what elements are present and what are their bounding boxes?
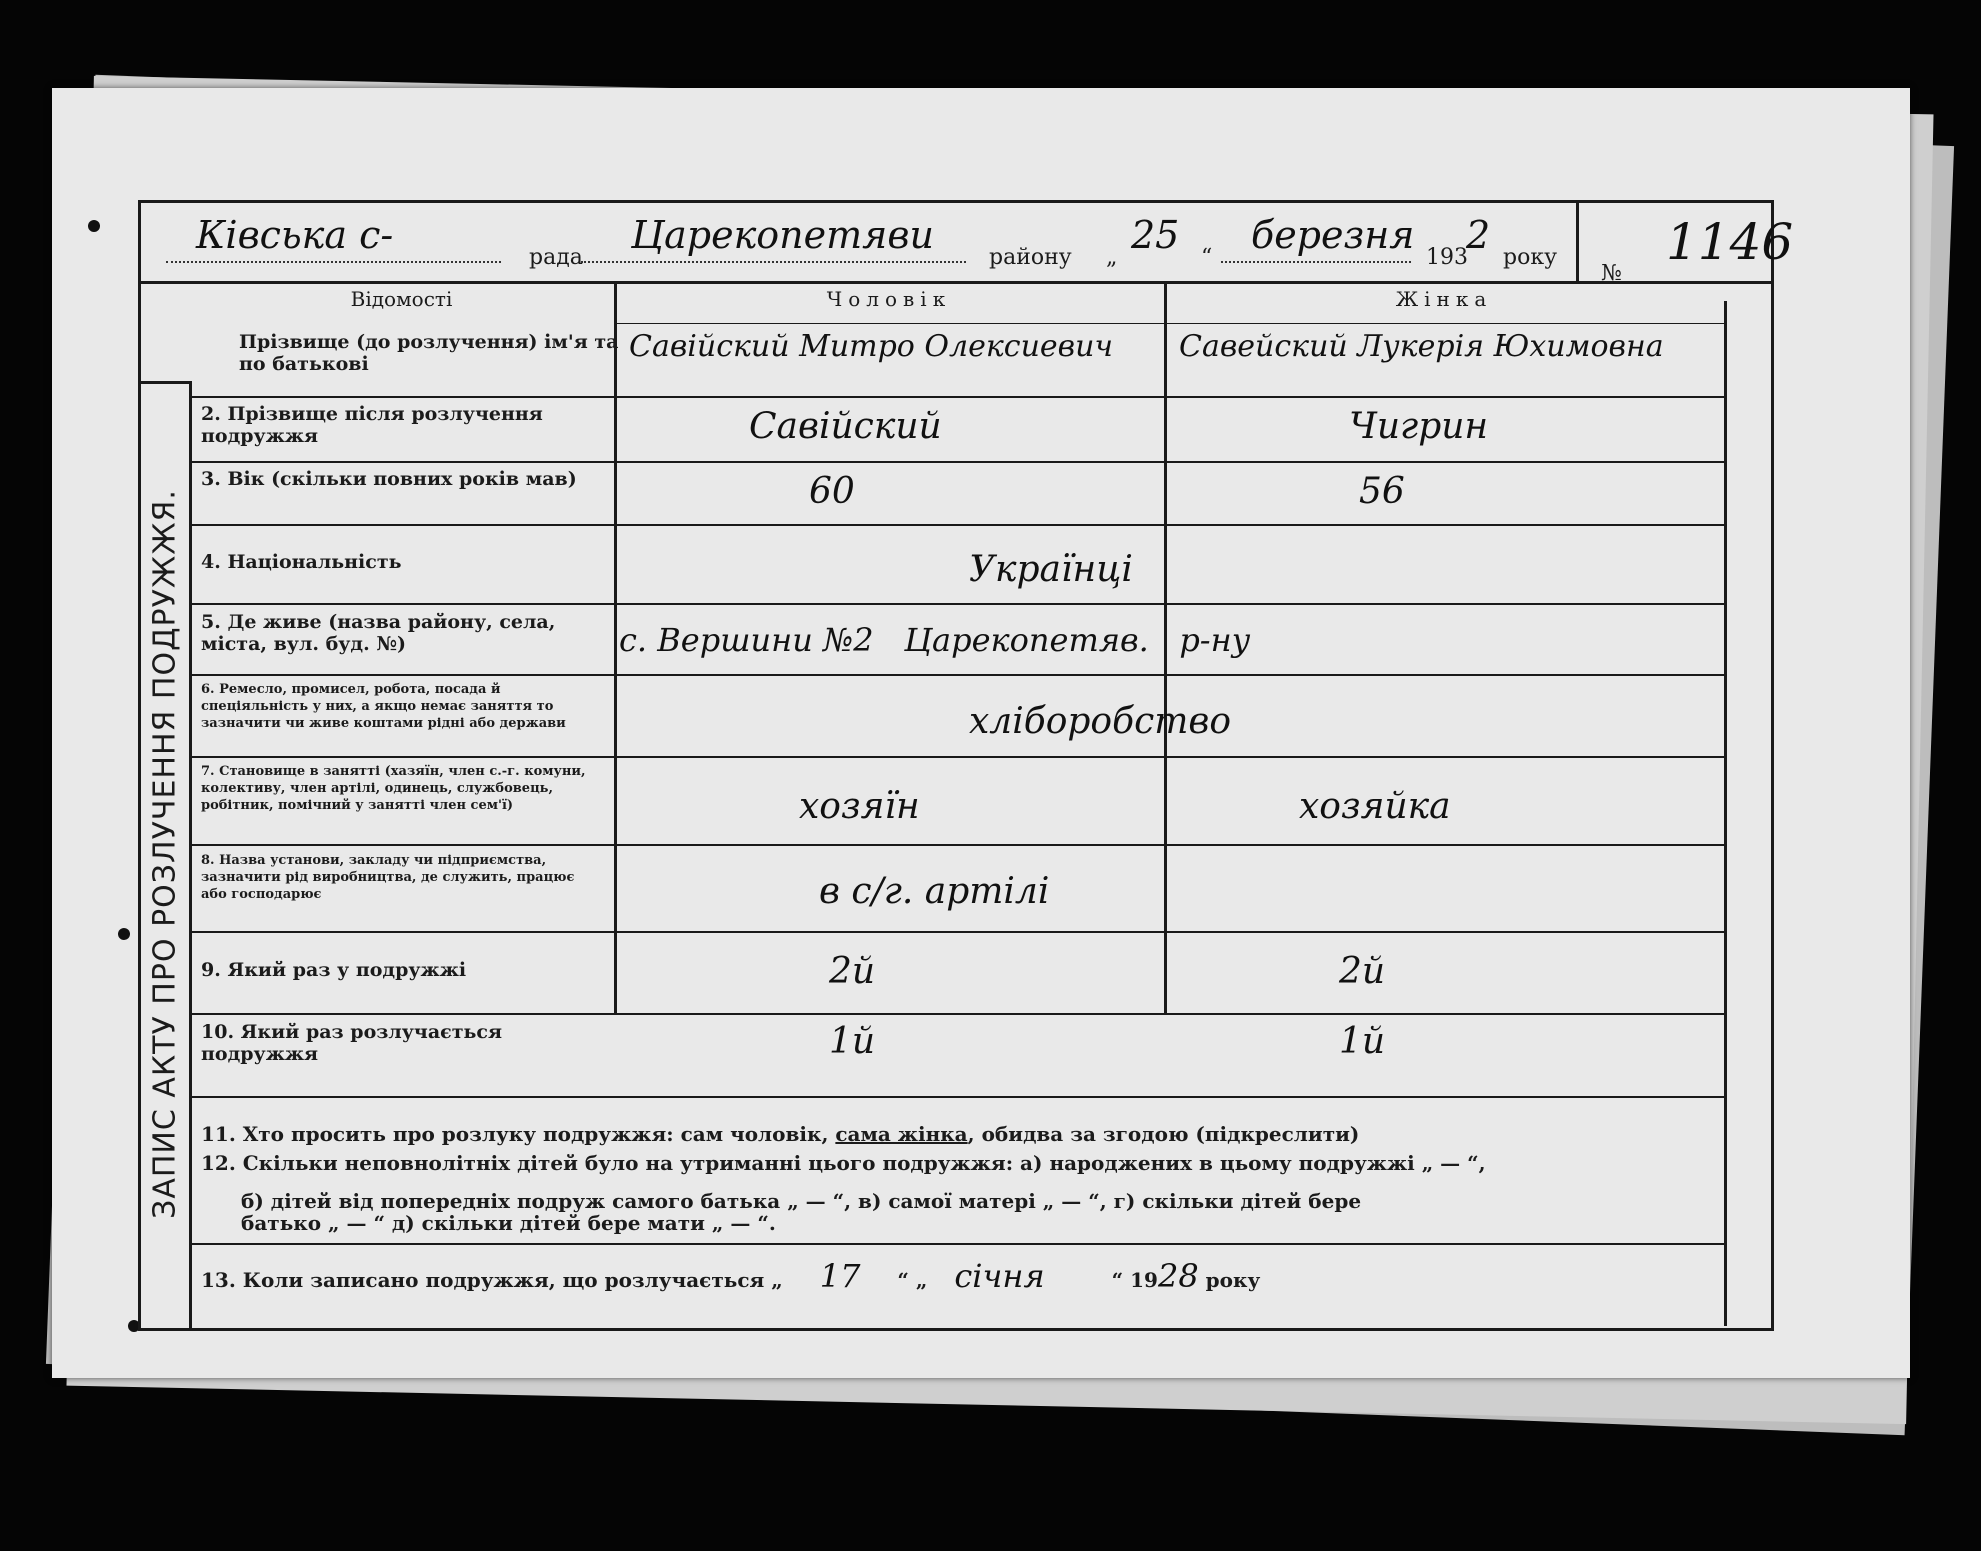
wife-status: хозяйка: [1299, 786, 1451, 827]
side-title: ЗАПИС АКТУ ПРО РОЗЛУЧЕННЯ ПОДРУЖЖЯ.: [147, 489, 183, 1219]
column-header-wife: Жінка: [1395, 287, 1493, 311]
table-right-border: [1724, 301, 1727, 1326]
row-13-year-handwritten: 28: [1157, 1257, 1199, 1295]
year-handwritten: 2: [1466, 213, 1491, 257]
row-divider: [189, 844, 1724, 846]
row-11-underlined: сама жінка: [835, 1122, 968, 1146]
dotted-line: [166, 261, 501, 263]
day-value: 25: [1131, 213, 1180, 257]
form-header: [141, 203, 1794, 286]
year-printed: 193: [1426, 245, 1468, 270]
record-table: [189, 281, 1724, 1326]
wife-surname-after: Чигрин: [1349, 406, 1489, 447]
row-11-text: 11. Хто просить про розлуку подружжя: сам чоловік,: [201, 1122, 829, 1146]
number-label: №: [1601, 261, 1622, 286]
row-13-month: січня: [954, 1257, 1045, 1295]
punch-hole: [88, 220, 100, 232]
row-label-1: Прізвище (до розлучення) ім'я та по батькові: [239, 331, 619, 375]
header-underline: [614, 323, 1724, 324]
row-divider: [189, 1243, 1724, 1245]
husband-divorce-count: 1й: [829, 1021, 876, 1062]
record-number: 1146: [1666, 213, 1794, 271]
row-label-2: 2. Прізвище після розлучення подружжя: [201, 403, 543, 447]
row-divider: [189, 461, 1724, 463]
occupation: хліборобство: [969, 701, 1232, 742]
residence: с. Вершини №2 Царекопетяв. р-ну: [619, 621, 1251, 659]
row-label-4: 4. Національність: [201, 551, 402, 573]
district-label: району: [989, 245, 1072, 270]
divorce-record-form: [138, 200, 1794, 1331]
row-label-10: 10. Який раз розлучається подружжя: [201, 1021, 502, 1065]
nationality: Українці: [969, 549, 1133, 590]
row-label-6: 6. Ремесло, промисел, робота, посада й спеціяльність у них, а якщо немає заняття то зазначити чи живе коштами рідні або держави: [201, 682, 566, 731]
row-divider: [189, 396, 1724, 398]
dotted-line: [1221, 261, 1411, 263]
row-divider: [189, 931, 1724, 933]
column-header-husband: Чоловік: [826, 287, 952, 311]
row-13-text: 13. Коли записано подружжя, що розлучається „: [201, 1268, 783, 1292]
quote-open: „: [1106, 245, 1118, 270]
row-label-8: 8. Назва установи, закладу чи підприємства, зазначити рід виробництва, де служить, працює або господарює: [201, 853, 575, 902]
district-value: Царекопетяви: [631, 213, 934, 257]
dotted-line: [581, 261, 966, 263]
row-12-line-2: б) дітей від попередніх подруж самого батька „ — “, в) самої матері „ — “, г) скільки дітей бере: [241, 1189, 1362, 1213]
year-label: року: [1503, 245, 1558, 270]
row-divider: [189, 756, 1724, 758]
husband-age: 60: [809, 471, 855, 512]
row-13-year-printed: 19: [1130, 1268, 1158, 1292]
row-13-day: 17: [819, 1257, 861, 1295]
village-council-value: Ківська с-: [196, 213, 394, 257]
row-label-9: 9. Який раз у подружжі: [201, 959, 467, 981]
header-main: [141, 203, 1579, 281]
row-13: [201, 1256, 1260, 1300]
wife-name: Савейский Лукерія Юхимовна: [1179, 329, 1664, 364]
row-divider: [189, 603, 1724, 605]
row-label-7: 7. Становище в занятті (хазяїн, член с.-г. комуни, колективу, член артілі, одинець, службовець, робітник, помічний у занятті член сем'ї): [201, 764, 586, 813]
row-13-quote-close: “: [1111, 1268, 1124, 1292]
wife-divorce-count: 1й: [1339, 1021, 1386, 1062]
wife-age: 56: [1359, 471, 1405, 512]
husband-surname-after: Савійский: [749, 406, 942, 447]
row-label-5: 5. Де живе (назва району, села, міста, вул. буд. №): [201, 611, 556, 655]
row-12: [201, 1143, 1486, 1183]
workplace: в с/г. артілі: [819, 871, 1050, 912]
month-value: березня: [1251, 213, 1415, 257]
row-divider: [189, 1013, 1724, 1015]
row-divider: [189, 1096, 1724, 1098]
row-13-year-label: року: [1205, 1268, 1261, 1292]
row-divider: [189, 674, 1724, 676]
husband-status: хозяїн: [799, 786, 920, 827]
quote-close: “: [1201, 245, 1213, 270]
row-13-quote: “ „: [897, 1268, 928, 1292]
wife-marriage-count: 2й: [1339, 951, 1386, 992]
row-11-text-after: , обидва за згодою (підкреслити): [967, 1122, 1360, 1146]
row-divider: [189, 524, 1724, 526]
side-title-panel: [141, 381, 192, 1329]
rada-label: рада: [529, 245, 583, 270]
husband-name: Савійский Митро Олексиевич: [629, 329, 1114, 364]
punch-hole: [118, 928, 130, 940]
row-12-line-1: 12. Скільки неповнолітніх дітей було на утриманні цього подружжя: а) народжених в цьому подружжі „ — “,: [201, 1151, 1486, 1175]
column-header-info: Відомості: [350, 287, 453, 311]
husband-marriage-count: 2й: [829, 951, 876, 992]
row-12-line-3: батько „ — “ д) скільки дітей бере мати „ — “.: [241, 1211, 776, 1235]
row-label-3: 3. Вік (скільки повних років мав): [201, 468, 577, 490]
column-divider: [614, 281, 617, 1013]
